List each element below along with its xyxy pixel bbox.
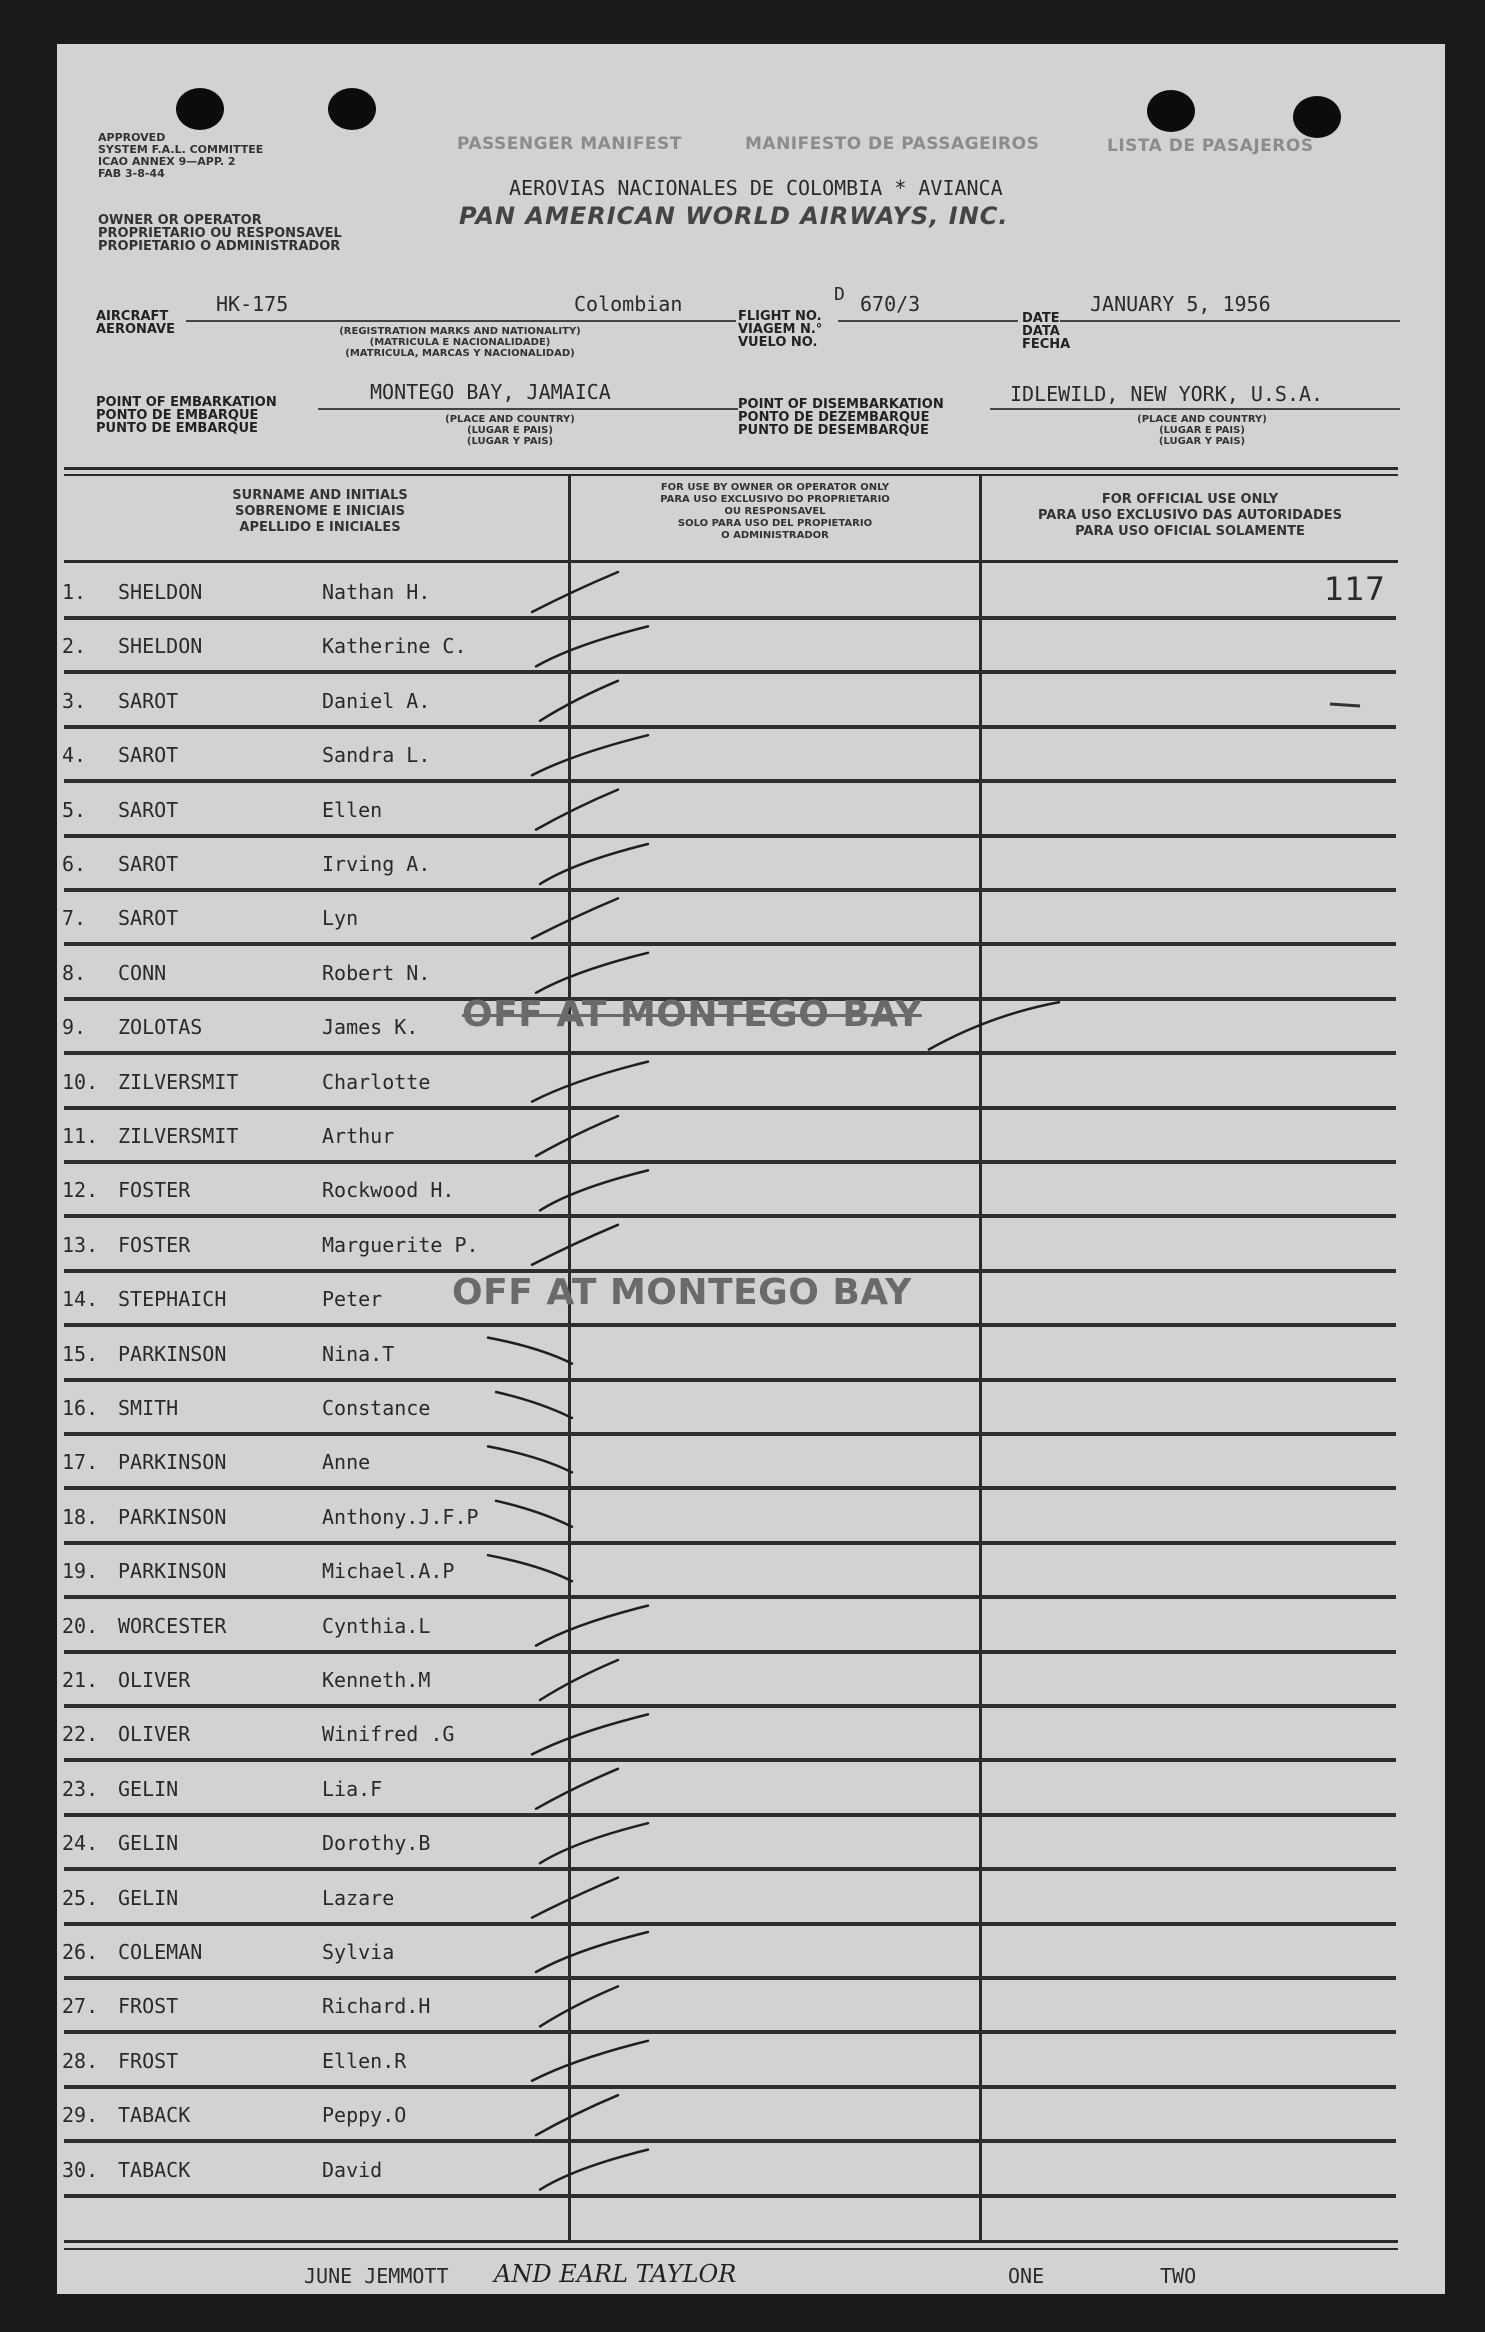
passenger-surname: OLIVER: [118, 1668, 191, 1692]
off-stamp: OFF AT MONTEGO BAY: [462, 994, 922, 1035]
margin-mark: [1330, 704, 1360, 706]
passenger-surname: SAROT: [118, 688, 179, 713]
row-number: 21.: [62, 1668, 99, 1692]
row-number: 13.: [62, 1232, 99, 1257]
check-mark: [536, 1606, 648, 1646]
row-number: 28.: [62, 2048, 99, 2073]
passenger-surname: WORCESTER: [118, 1613, 227, 1638]
flight-label: FLIGHT NO. VIAGEM N.° VUELO NO.: [738, 309, 823, 350]
passenger-given-name: Sylvia: [322, 1940, 395, 1964]
row-number: 27.: [62, 1994, 99, 2019]
check-mark: [540, 681, 618, 721]
passenger-given-name: Marguerite P.: [322, 1232, 479, 1257]
row-number: 19.: [62, 1559, 99, 1584]
check-mark: [536, 1932, 648, 1972]
flight-prefix: D: [834, 284, 845, 305]
passenger-surname: GELIN: [118, 1885, 179, 1910]
passenger-given-name: Peppy.O: [322, 2103, 407, 2128]
check-mark: [536, 790, 618, 830]
passenger-given-name: Peter: [322, 1287, 383, 1312]
passenger-surname: TABACK: [118, 2103, 191, 2128]
row-number: 9.: [62, 1015, 87, 1040]
passenger-given-name: Cynthia.L: [322, 1613, 431, 1638]
row-number: 26.: [62, 1940, 99, 1964]
check-mark: [532, 1878, 618, 1918]
passenger-given-name: Anthony.J.F.P: [322, 1504, 479, 1529]
row-number: 2.: [62, 634, 87, 659]
row-number: 8.: [62, 960, 87, 985]
owner-label: OWNER OR OPERATOR PROPRIETARIO OU RESPONSAVEL PROPIETARIO O ADMINISTRADOR: [98, 213, 342, 254]
row-number: 25.: [62, 1885, 99, 1910]
footer-typed-names: JUNE JEMMOTT: [304, 2264, 449, 2288]
check-mark: [532, 735, 648, 775]
passenger-given-name: Winifred .G: [322, 1722, 455, 1747]
embark-value: MONTEGO BAY, JAMAICA: [370, 380, 611, 404]
disembark-value: IDLEWILD, NEW YORK, U.S.A.: [1010, 382, 1324, 406]
passenger-given-name: Charlotte: [322, 1069, 431, 1094]
owner-column-header: FOR USE BY OWNER OR OPERATOR ONLY PARA USO EXCLUSIVO DO PROPRIETARIO OU RESPONSAVEL SOLO PARA USO DEL PROPIETARIO O ADMINISTRADOR: [660, 482, 890, 541]
disembark-place-caption: (PLACE AND COUNTRY) (LUGAR E PAIS) (LUGAR Y PAIS): [1137, 414, 1267, 447]
row-number: 30.: [62, 2157, 99, 2182]
off-stamp: OFF AT MONTEGO BAY: [452, 1272, 912, 1313]
check-mark: [532, 1714, 648, 1754]
flight-number: 670/3: [860, 292, 921, 316]
row-number: 7.: [62, 906, 87, 931]
passenger-given-name: James K.: [322, 1015, 419, 1040]
passenger-surname: ZOLOTAS: [118, 1015, 203, 1040]
row-number: 12.: [62, 1178, 99, 1203]
disembark-label: POINT OF DISEMBARKATION PONTO DE DEZEMBARQUE PUNTO DE DESEMBARQUE: [738, 397, 944, 438]
check-mark: [532, 1062, 648, 1102]
row-number: 16.: [62, 1396, 99, 1420]
row-number: 18.: [62, 1504, 99, 1529]
passenger-given-name: Anne: [322, 1450, 371, 1475]
title-es: LISTA DE PASAJEROS: [1107, 136, 1314, 156]
footer-handwritten-names: AND EARL TAYLOR: [494, 2260, 737, 2288]
passenger-surname: SHELDON: [118, 580, 203, 604]
passenger-given-name: Richard.H: [322, 1994, 431, 2019]
check-mark: [928, 1002, 1060, 1050]
passenger-given-name: Ellen.R: [322, 2048, 407, 2073]
row-number: 29.: [62, 2103, 99, 2128]
check-mark: [488, 1446, 572, 1472]
check-mark: [536, 953, 648, 993]
row-number: 17.: [62, 1450, 99, 1475]
passenger-surname: SAROT: [118, 797, 179, 822]
check-mark: [540, 2150, 648, 2190]
check-mark: [540, 844, 648, 884]
names-column-header: SURNAME AND INITIALS SOBRENOME E INICIAIS APELLIDO E INICIALES: [232, 488, 408, 535]
passenger-surname: SAROT: [118, 743, 179, 768]
row-number: 20.: [62, 1613, 99, 1638]
passenger-surname: PARKINSON: [118, 1450, 227, 1475]
passenger-given-name: Irving A.: [322, 852, 431, 876]
check-mark: [496, 1501, 572, 1527]
check-mark: [532, 2041, 648, 2081]
passenger-given-name: Lyn: [322, 906, 359, 931]
passenger-given-name: Dorothy.B: [322, 1831, 431, 1856]
check-mark: [532, 572, 618, 612]
passenger-surname: SMITH: [118, 1396, 179, 1420]
row-number: 10.: [62, 1069, 99, 1094]
registration-caption: (REGISTRATION MARKS AND NATIONALITY) (MATRICULA E NACIONALIDADE) (MATRICULA, MARCAS Y NACIONALIDAD): [339, 326, 581, 359]
passenger-surname: PARKINSON: [118, 1341, 227, 1366]
page-label: ONE: [1008, 2264, 1045, 2288]
row-number: 11.: [62, 1124, 99, 1148]
row-number: 1.: [62, 580, 87, 604]
title-pt: MANIFESTO DE PASSAGEIROS: [745, 134, 1040, 154]
passenger-given-name: Robert N.: [322, 960, 431, 985]
passenger-surname: STEPHAICH: [118, 1287, 227, 1312]
passenger-given-name: Rockwood H.: [322, 1178, 455, 1203]
passenger-surname: PARKINSON: [118, 1504, 227, 1529]
passenger-given-name: Lia.F: [322, 1776, 383, 1801]
check-mark: [536, 1769, 618, 1809]
check-mark: [536, 2095, 618, 2135]
passenger-given-name: Constance: [322, 1396, 431, 1420]
passenger-surname: FOSTER: [118, 1232, 191, 1257]
check-mark: [540, 1986, 618, 2026]
passenger-given-name: Nina.T: [322, 1341, 395, 1366]
row-number: 6.: [62, 852, 87, 876]
passenger-surname: TABACK: [118, 2157, 191, 2182]
check-mark: [540, 1170, 648, 1210]
check-mark: [536, 1116, 618, 1156]
date-label: DATE DATA FECHA: [1022, 311, 1071, 352]
check-mark: [536, 626, 648, 666]
embark-label: POINT OF EMBARKATION PONTO DE EMBARQUE PUNTO DE EMBARQUE: [96, 395, 277, 436]
company-name: PAN AMERICAN WORLD AIRWAYS, INC.: [459, 202, 1009, 230]
row-number: 14.: [62, 1287, 99, 1312]
row-number: 22.: [62, 1722, 99, 1747]
passenger-given-name: Katherine C.: [322, 634, 467, 659]
passenger-surname: ZILVERSMIT: [118, 1124, 239, 1148]
passenger-given-name: Arthur: [322, 1124, 395, 1148]
passenger-given-name: Sandra L.: [322, 743, 431, 768]
passenger-surname: OLIVER: [118, 1722, 191, 1747]
table-bottom-rule: [64, 2240, 1398, 2243]
table-bottom-rule: [64, 2248, 1398, 2250]
check-mark: [532, 1225, 618, 1265]
date-value: JANUARY 5, 1956: [1090, 292, 1271, 316]
passenger-given-name: Daniel A.: [322, 688, 431, 713]
passenger-surname: GELIN: [118, 1776, 179, 1801]
passenger-surname: SAROT: [118, 852, 179, 876]
passenger-surname: SHELDON: [118, 634, 203, 659]
passenger-given-name: Kenneth.M: [322, 1668, 431, 1692]
operator-name: AEROVIAS NACIONALES DE COLOMBIA * AVIANCA: [509, 176, 1003, 200]
official-column-header: FOR OFFICIAL USE ONLY PARA USO EXCLUSIVO DAS AUTORIDADES PARA USO OFICIAL SOLAMENTE: [1037, 492, 1343, 539]
passenger-surname: FROST: [118, 1994, 179, 2019]
row-number: 3.: [62, 688, 87, 713]
check-mark: [532, 898, 618, 938]
check-mark: [488, 1338, 572, 1364]
check-mark: [488, 1555, 572, 1581]
aircraft-label: AIRCRAFT AERONAVE: [96, 309, 176, 337]
row-number: 23.: [62, 1776, 99, 1801]
passenger-surname: SAROT: [118, 906, 179, 931]
row-number: 24.: [62, 1831, 99, 1856]
page-label: TWO: [1160, 2264, 1197, 2288]
passenger-surname: COLEMAN: [118, 1940, 203, 1964]
passenger-given-name: David: [322, 2157, 383, 2182]
passenger-given-name: Nathan H.: [322, 580, 431, 604]
passenger-surname: FOSTER: [118, 1178, 191, 1203]
check-mark: [540, 1660, 618, 1700]
row-number: 4.: [62, 743, 87, 768]
passenger-given-name: Michael.A.P: [322, 1559, 455, 1584]
aircraft-value: HK-175: [216, 292, 289, 316]
passenger-given-name: Ellen: [322, 797, 383, 822]
passenger-surname: FROST: [118, 2048, 179, 2073]
aircraft-nationality: Colombian: [574, 292, 683, 316]
passenger-surname: GELIN: [118, 1831, 179, 1856]
row-number: 5.: [62, 797, 87, 822]
title-en: PASSENGER MANIFEST: [457, 134, 682, 154]
passenger-surname: PARKINSON: [118, 1559, 227, 1584]
check-mark: [540, 1823, 648, 1863]
check-mark: [496, 1392, 572, 1418]
row-number: 15.: [62, 1341, 99, 1366]
official-number: 117: [1324, 570, 1386, 608]
embark-place-caption: (PLACE AND COUNTRY) (LUGAR E PAIS) (LUGAR Y PAIS): [445, 414, 575, 447]
passenger-surname: ZILVERSMIT: [118, 1069, 239, 1094]
passenger-given-name: Lazare: [322, 1885, 395, 1910]
approval-block: APPROVED SYSTEM F.A.L. COMMITTEE ICAO ANNEX 9—APP. 2 FAB 3-8-44: [98, 131, 264, 180]
passenger-surname: CONN: [118, 960, 167, 985]
